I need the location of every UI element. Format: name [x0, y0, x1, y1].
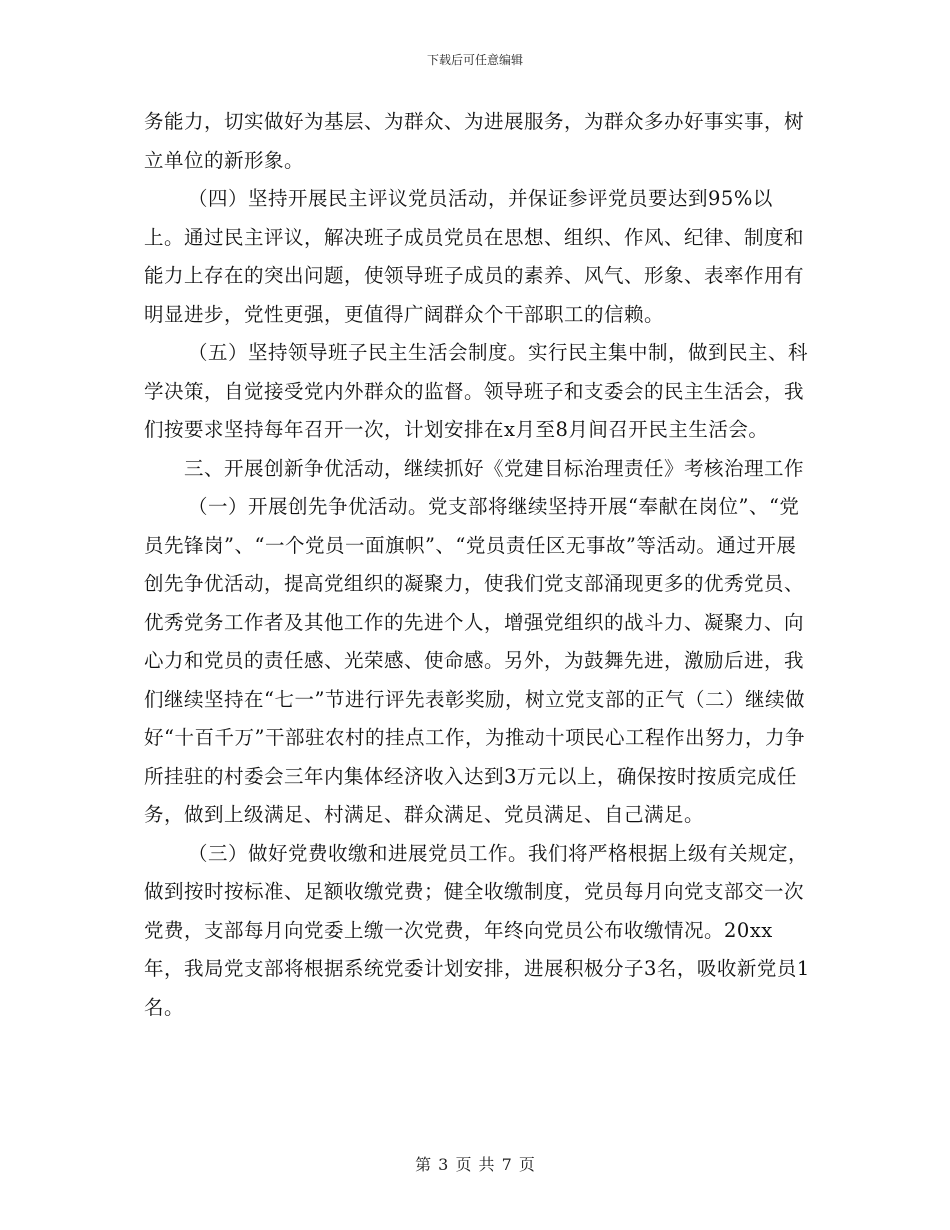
- paragraph-section3-item-1: （一）开展创先争优活动。党支部将继续坚持开展“奉献在岗位”、“党员先锋岗”、“一个党员一面旗帜”、“党员责任区无事故”等活动。通过开展创先争优活动，提高党组织的凝聚力，使我们党支部涌现更多的优秀党员、优秀党务工作者及其他工作的先进个人，增强党组织的战斗力、凝聚力、向心力和党员的责任感、光荣感、使命感。另外，为鼓舞先进，激励后进，我们继续坚持在“七一”节进行评先表彰奖励，树立党支部的正气（二）继续做好“十百千万”干部驻农村的挂点工作，为推动十项民心工程作出努力，力争所挂驻的村委会三年内集体经济收入达到3万元以上，确保按时按质完成任务，做到上级满足、村满足、群众满足、党员满足、自己满足。: [144, 495, 805, 826]
- document-body: [144, 103, 810, 1027]
- paragraph-item-4: （四）坚持开展民主评议党员活动，并保证参评党员要达到95%以上。通过民主评议，解决班子成员党员在思想、组织、作风、纪律、制度和能力上存在的突出问题，使领导班子成员的素养、风气、形象、表率作用有明显进步，党性更强，更值得广阔群众个干部职工的信赖。: [144, 187, 805, 326]
- page-header: 下载后可任意编辑: [426, 53, 523, 67]
- paragraph-section3-item-3: （三）做好党费收缴和进展党员工作。我们将严格根据上级有关规定，做到按时按标准、足额收缴党费；健全收缴制度，党员每月向党支部交一次党费，支部每月向党委上缴一次党费，年终向党员公布收缴情况。20xx年，我局党支部将根据系统党委计划安排，进展积极分子3名，吸收新党员1名。: [144, 841, 810, 1019]
- page-footer: 第 3 页 共 7 页: [415, 1155, 535, 1174]
- paragraph-item-5: （五）坚持领导班子民主生活会制度。实行民主集中制，做到民主、科学决策，自觉接受党内外群众的监督。领导班子和支委会的民主生活会，我们按要求坚持每年召开一次，计划安排在x月至8月间召开民主生活会。: [144, 341, 809, 441]
- section-heading-3: 三、开展创新争优活动，继续抓好《党建目标治理责任》考核治理工作: [184, 456, 805, 480]
- paragraph-continuation: 务能力，切实做好为基层、为群众、为进展服务，为群众多办好事实事，树立单位的新形象。: [144, 110, 805, 172]
